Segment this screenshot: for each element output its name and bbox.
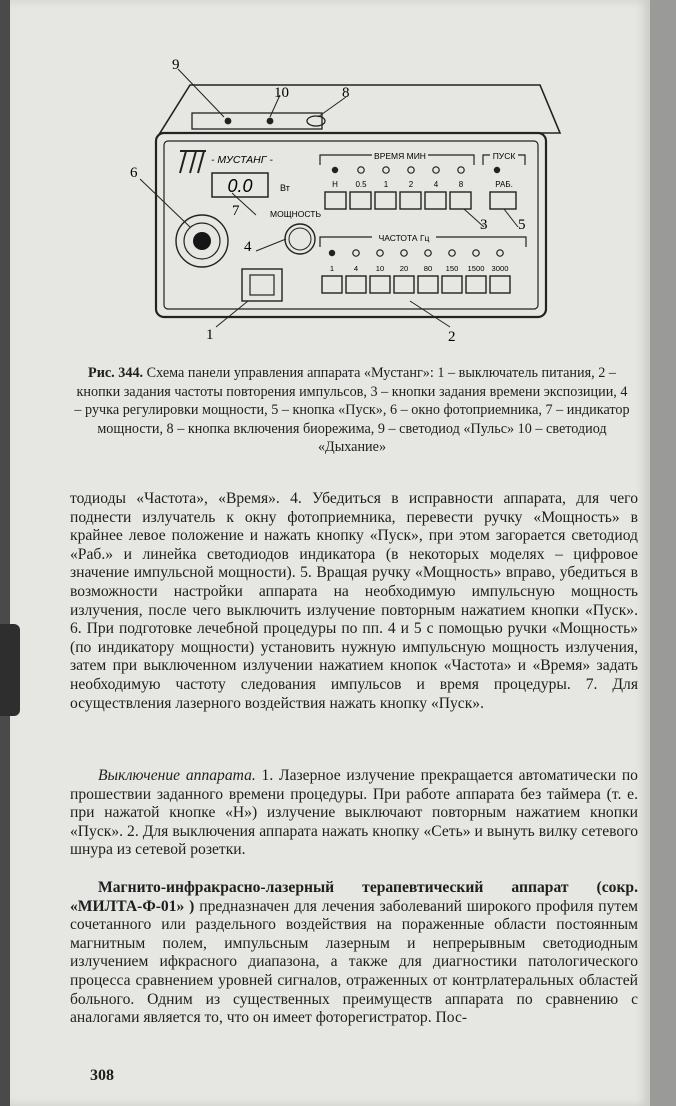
freq-led: [425, 250, 431, 256]
freq-button: [322, 276, 342, 293]
freq-button: [442, 276, 462, 293]
callout-8: 8: [342, 85, 350, 101]
callout-6: 6: [130, 165, 138, 181]
time-button: [375, 192, 396, 209]
time-led-2: [408, 167, 414, 173]
time-leds: [332, 167, 464, 173]
time-led-1: [383, 167, 389, 173]
panel-diagram: [120, 55, 570, 355]
freq-label: 4: [353, 264, 359, 273]
time-label: 4: [433, 180, 439, 189]
figure-caption-text: Схема панели управления аппарата «Мустанг»: 1 – выключатель питания, 2 – кнопки задания частоты повторения импульсов, 3 – кнопки задания времени экспозиции, 4 – ручка регулировки мощности, 5 – кнопка «Пуск», 6 – окно фотоприемника, 7 – индикатор мощности, 8 – кнопка включения биорежима, 9 – светодиод «Пульс» 10 – светодиод «Дыхание»: [74, 365, 630, 456]
start-button-label: РАБ.: [495, 180, 513, 189]
mains-switch-rocker: [250, 275, 274, 295]
callout-5: 5: [518, 217, 526, 233]
time-led-h: [332, 167, 338, 173]
start-button: [490, 192, 516, 209]
time-label: Н: [332, 180, 338, 189]
freq-button: [490, 276, 510, 293]
time-label: 2: [408, 180, 414, 189]
page-number: 308: [90, 1067, 114, 1084]
device-panel-figure: [120, 55, 570, 355]
freq-button: [466, 276, 486, 293]
callout-2: 2: [448, 329, 456, 345]
callout-lines: [140, 69, 518, 327]
time-button: [400, 192, 421, 209]
freq-label: 150: [445, 264, 459, 273]
freq-led: [377, 250, 383, 256]
freq-leds: [329, 250, 503, 256]
figure-caption: [72, 364, 632, 457]
freq-labels: [330, 264, 509, 273]
power-knob-inner: [289, 228, 311, 250]
start-led: [494, 167, 500, 173]
callout-10: 10: [274, 85, 289, 101]
book-page: [10, 0, 650, 1106]
callout-7: 7: [232, 203, 240, 219]
time-led-4: [433, 167, 439, 173]
freq-label: 20: [399, 264, 409, 273]
mains-switch: [242, 269, 282, 301]
freq-led: [401, 250, 407, 256]
freq-buttons: [322, 276, 510, 293]
figure-caption-label: Рис. 344.: [88, 365, 144, 381]
time-label: 8: [458, 180, 464, 189]
breath-led: [267, 118, 274, 125]
freq-led: [497, 250, 503, 256]
pulse-led: [225, 118, 232, 125]
start-group-title: ПУСК: [492, 151, 516, 161]
book-edge: [650, 0, 676, 1106]
top-led-strip: [192, 113, 322, 129]
milta-text: предназначен для лечения заболеваний широкого профиля путем сочетанного или раздельного воздействия на пораженные области постоянным магнитным полем, импульсным лазерным и непрерывным светодиодным излучением ифкрасного диапазона, а также для диагностики патологического процесса сравнением уровней сигналов, отраженных от контрлатеральных областей больного. Одним из существенных преимуществ аппарата по сравнению с аналогами является то, что он имеет фоторегистратор. Пос-: [70, 897, 638, 1027]
time-button: [350, 192, 371, 209]
freq-led: [449, 250, 455, 256]
freq-button: [418, 276, 438, 293]
freq-button: [370, 276, 390, 293]
logo-icon: [180, 151, 206, 173]
housing-top: [160, 85, 560, 133]
time-label: 1: [383, 180, 389, 189]
callout-9: 9: [172, 57, 180, 73]
time-button: [425, 192, 446, 209]
callout-4: 4: [244, 239, 252, 255]
callout-numbers: [130, 57, 526, 345]
binding-clip: [0, 624, 20, 716]
time-labels: [332, 180, 464, 189]
time-led-0-5: [358, 167, 364, 173]
freq-led: [473, 250, 479, 256]
callout-1: 1: [206, 327, 214, 343]
time-led-8: [458, 167, 464, 173]
power-display-value: 0.0: [227, 176, 253, 196]
freq-label: 10: [375, 264, 385, 273]
freq-label: 1500: [467, 264, 485, 273]
freq-button: [394, 276, 414, 293]
time-group-title: ВРЕМЯ МИН: [374, 151, 426, 161]
body-paragraph-1: тодиоды «Частота», «Время». 4. Убедиться в исправности аппарата, для чего поднести излучатель к окну фотоприемника, перевести ручку «Мощность» в крайнее левое положение и нажать кнопку «Пуск», при этом загорается светодиод «Раб.» и линейка светодиодов индикатора (в некоторых моделях – цифровое значение импульсной мощности). 5. Вращая ручку «Мощность» вправо, убедиться в возможности настройки аппарата на необходимую импульсную мощность излучения, после чего выключить излучение повторным нажатием кнопки «Пуск». 6. При подготовке лечебной процедуры по пп. 4 и 5 с помощью ручки «Мощность» (по индикатору мощности) установить нужную импульсную мощность излучения, затем при выключенном излучении нажатием кнопок «Частота» и «Время» задать необходимую частоту следования импульсов и время процедуры. 7. Для осуществления лазерного воздействия нажать кнопку «Пуск».: [70, 490, 638, 712]
freq-label: 3000: [491, 264, 509, 273]
time-button: [450, 192, 471, 209]
shutdown-text: 1. Лазерное излучение прекращается автоматически по прошествии заданного времени процедуры. При работе аппарата без таймера (т. е. при нажатой кнопке «Н») излучение выключают повторным нажатием кнопки «Пуск». 2. Для выключения аппарата нажать кнопку «Сеть» и вынуть вилку сетевого шнура из сетевой розетки.: [70, 767, 638, 859]
freq-button: [346, 276, 366, 293]
freq-group-title: ЧАСТОТА Гц: [378, 233, 430, 243]
brand-label: - МУСТАНГ -: [211, 154, 273, 166]
callout-3: 3: [480, 217, 488, 233]
photoreceiver-lens: [193, 232, 211, 250]
freq-label: 1: [329, 264, 335, 273]
time-buttons: [325, 192, 471, 209]
body-paragraph-3: [70, 879, 638, 1028]
freq-label: 80: [423, 264, 433, 273]
power-knob-label: МОЩНОСТЬ: [270, 209, 322, 219]
shutdown-heading: Выключение аппарата.: [98, 767, 256, 784]
power-unit: Вт: [280, 183, 290, 193]
time-label: 0.5: [355, 180, 367, 189]
milta-heading: Магнито-инфракрасно-лазерный терапевтический аппарат (сокр. «МИЛТА-Ф-01» ): [70, 879, 638, 915]
freq-led: [329, 250, 335, 256]
freq-led: [353, 250, 359, 256]
body-paragraph-2: [70, 767, 638, 860]
time-button: [325, 192, 346, 209]
